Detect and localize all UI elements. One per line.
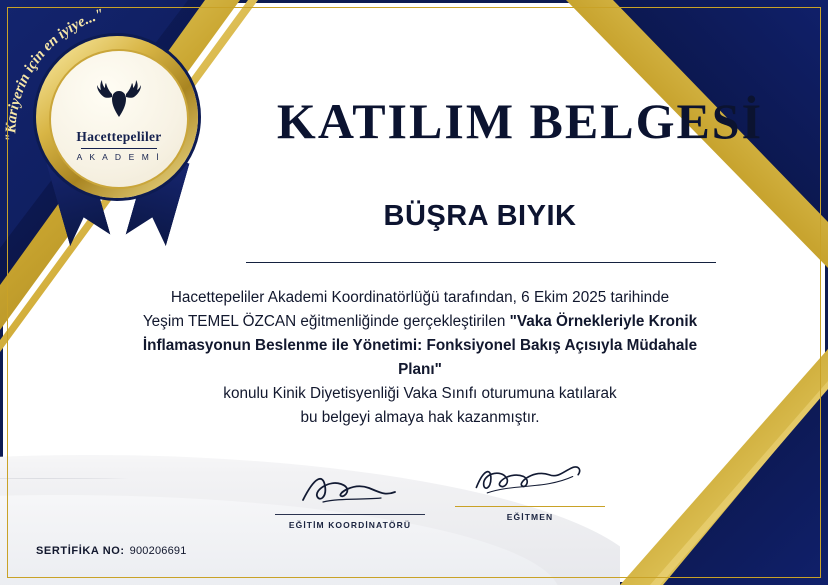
- body-line-2-bold: "Vaka Örnekleriyle Kronik: [509, 313, 698, 330]
- body-line-2: [120, 310, 720, 334]
- serial-value: 900206691: [129, 545, 187, 557]
- signature-rule-instructor: [455, 506, 605, 507]
- body-line-4: konulu Kinik Diyetisyenliği Vaka Sınıfı oturumuna katılarak: [223, 385, 617, 402]
- signature-block-coordinator: [255, 470, 445, 530]
- body-line-3-bold: İnflamasyonun Beslenme ile Yönetimi: Fonksiyonel Bakış Açısıyla Müdahale Planı": [142, 337, 698, 378]
- signature-coordinator-mark: [295, 470, 405, 510]
- signature-label-coordinator: EĞİTİM KOORDİNATÖRÜ: [288, 520, 412, 530]
- title-divider: [246, 262, 716, 263]
- body-line-1: Hacettepeliler Akademi Koordinatörlüğü tarafından, 6 Ekim 2025 tarihinde: [170, 289, 670, 306]
- serial-label: SERTİFİKA NO:: [36, 545, 125, 557]
- body-line-5: bu belgeyi almaya hak kazanmıştır.: [300, 409, 540, 426]
- logo-subtitle: A K A D E M İ: [76, 151, 162, 162]
- signature-label-instructor: EĞİTMEN: [506, 512, 554, 522]
- certificate-body: [120, 286, 720, 430]
- signature-instructor-mark: [465, 462, 595, 502]
- body-line-3: [120, 334, 720, 382]
- certificate-serial: [36, 545, 187, 557]
- slogan-arc: [2, 6, 212, 156]
- recipient-name: BÜŞRA BIYIK: [383, 200, 577, 232]
- slogan-text: "Kariyerin için en iyiye...": [3, 6, 106, 143]
- signature-rule-coordinator: [275, 514, 425, 515]
- logo-name: Hacettepeliler: [76, 128, 162, 144]
- signature-block-instructor: [440, 462, 620, 522]
- page-title: KATILIM BELGESİ: [276, 93, 764, 149]
- body-line-2-text: Yeşim TEMEL ÖZCAN eğitmenliğinde gerçekleştirilen: [142, 313, 510, 330]
